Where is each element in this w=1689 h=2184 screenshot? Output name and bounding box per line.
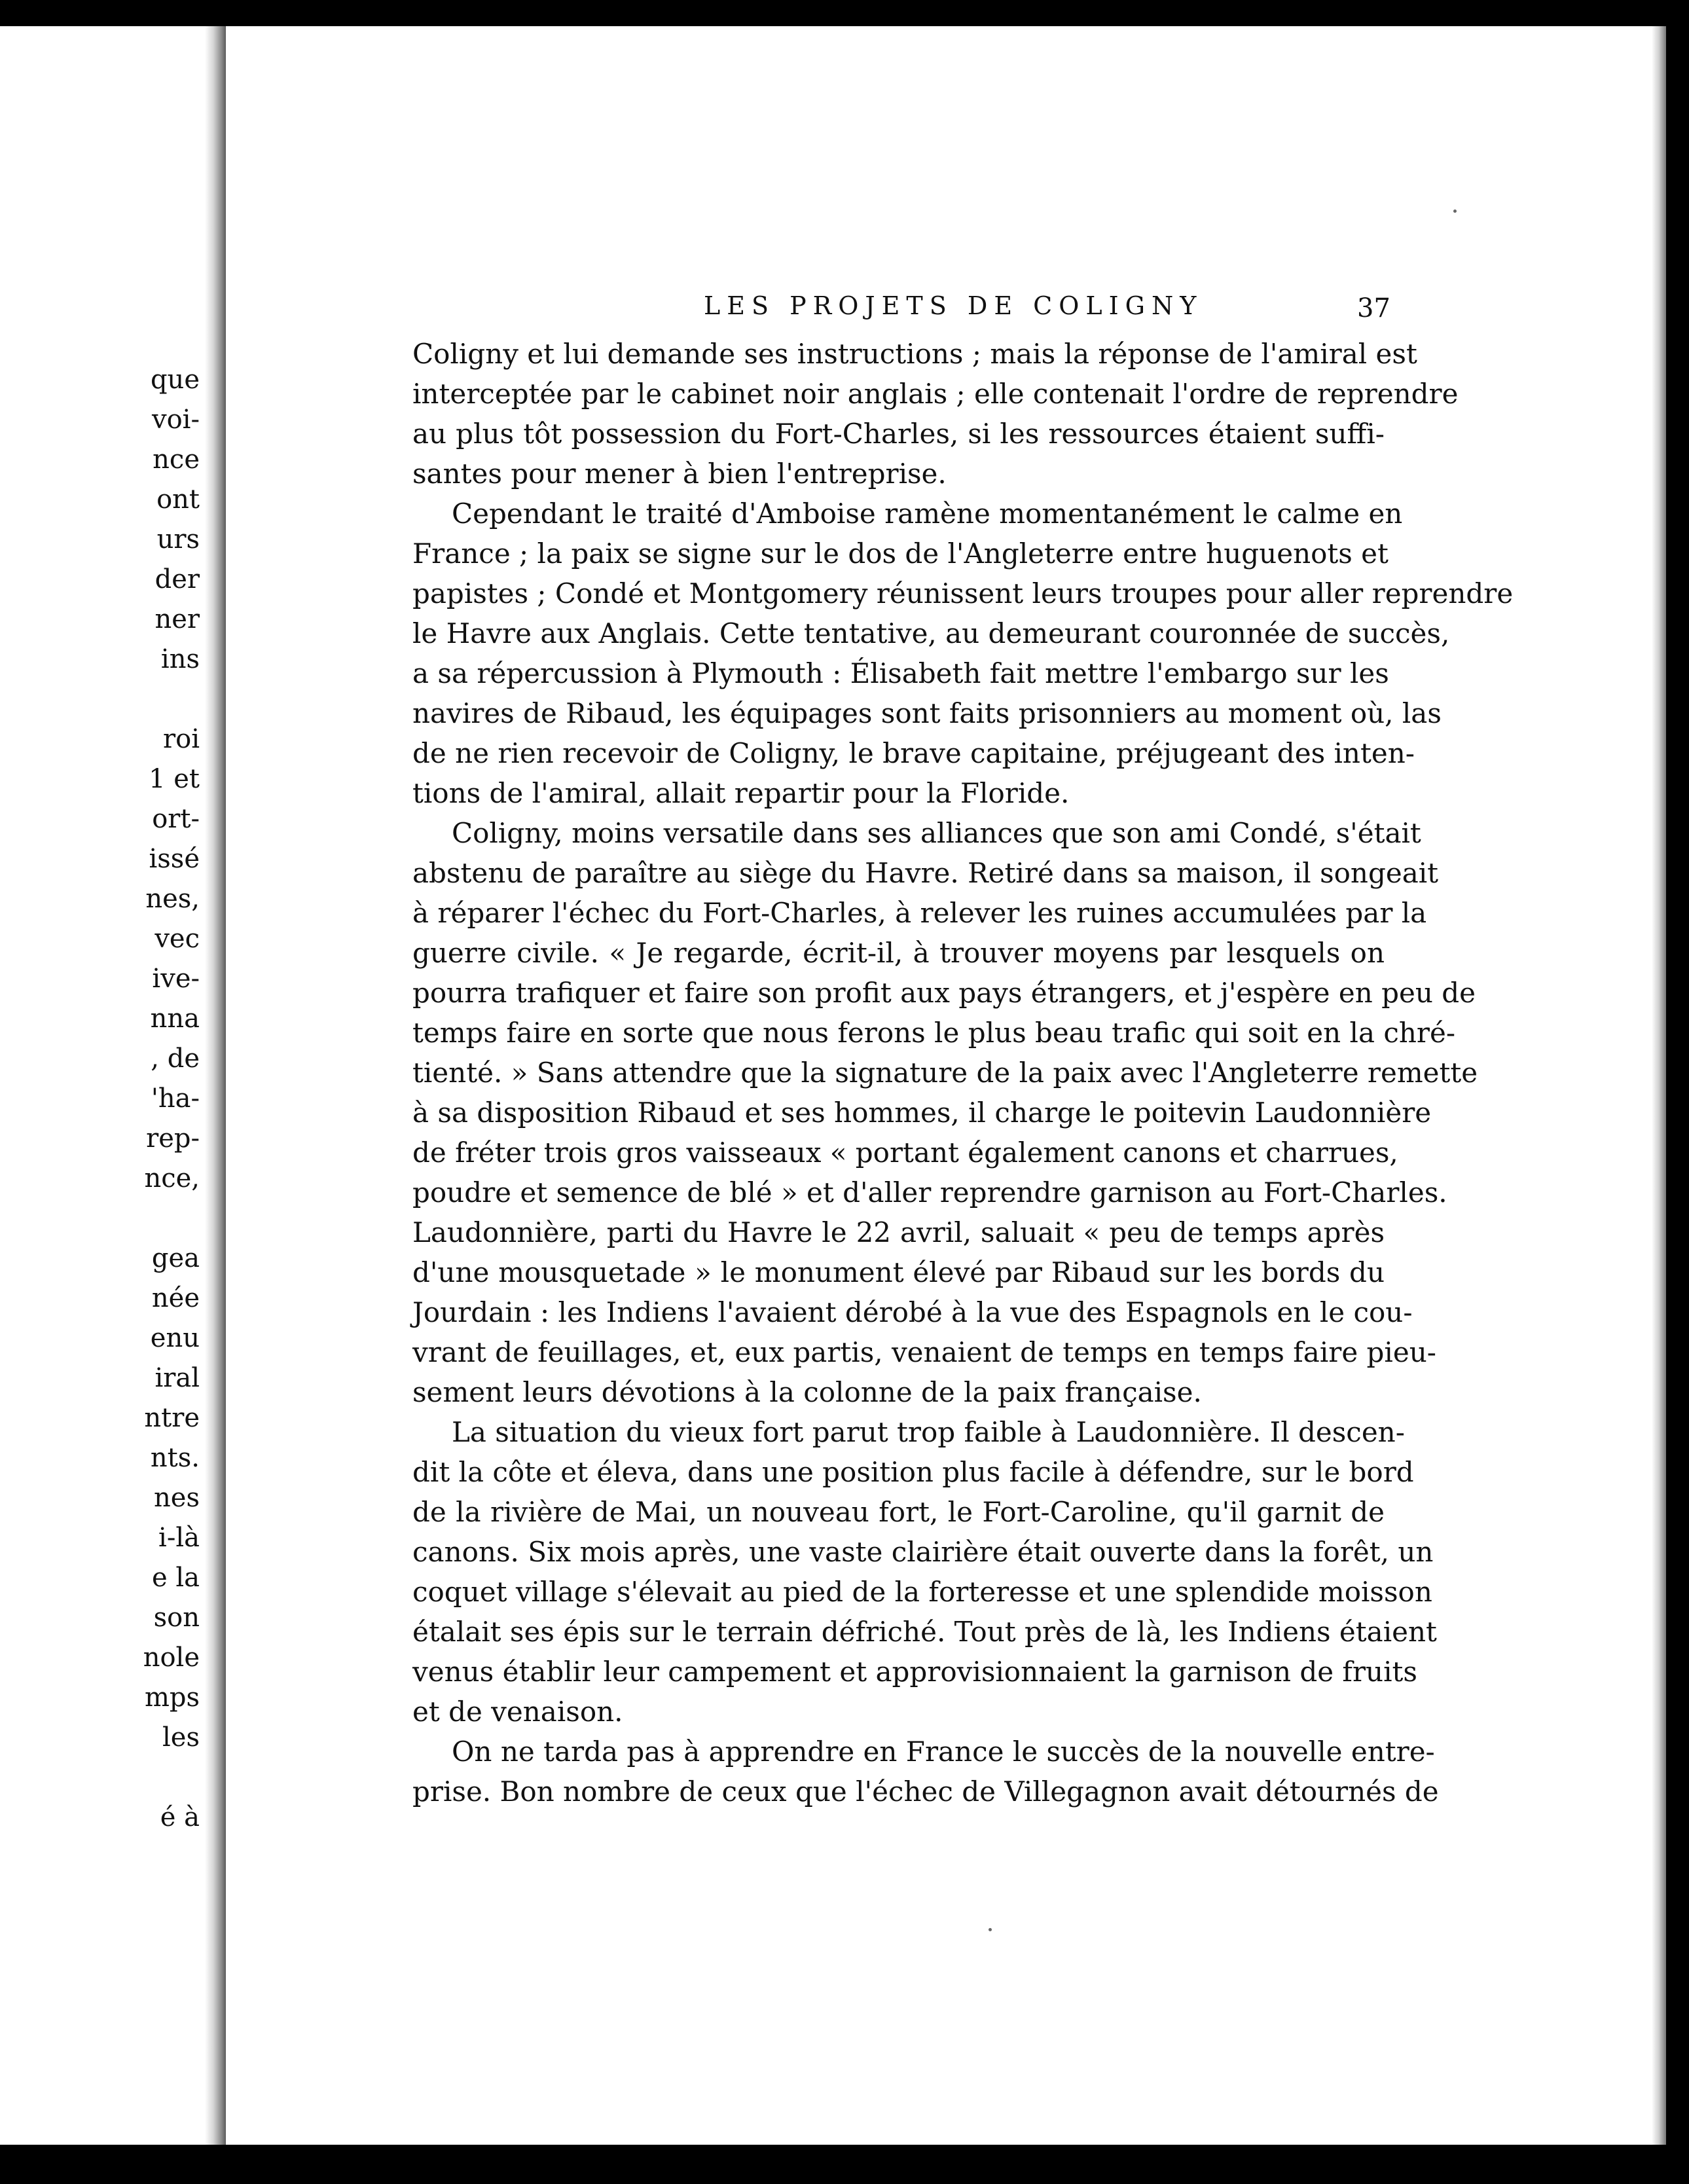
previous-page-line: iral — [154, 1363, 200, 1393]
text-line: temps faire en sorte que nous ferons le plus beau trafic qui soit en la chré- — [412, 1017, 1456, 1049]
running-head: LES PROJETS DE COLIGNY — [704, 291, 1203, 320]
previous-page-line: ins — [160, 644, 200, 674]
text-line: France ; la paix se signe sur le dos de l'Angleterre entre huguenots et — [412, 537, 1389, 570]
text-line: abstenu de paraître au siège du Havre. Retiré dans sa maison, il songeait — [412, 857, 1439, 889]
text-line: coquet village s'élevait au pied de la forteresse et une splendide moisson — [412, 1576, 1432, 1608]
text-line: venus établir leur campement et approvisionnaient la garnison de fruits — [412, 1656, 1417, 1688]
previous-page-line — [143, 1758, 200, 1798]
text-line: au plus tôt possession du Fort-Charles, si les ressources étaient suffi- — [412, 418, 1385, 450]
previous-page-line: nes — [154, 1483, 200, 1513]
text-line: Coligny et lui demande ses instructions ; mais la réponse de l'amiral est — [412, 338, 1417, 370]
previous-page-line: nce, — [144, 1163, 200, 1193]
previous-page-line: vec — [154, 924, 200, 954]
previous-page-line: 'ha- — [151, 1083, 200, 1114]
text-line: Laudonnière, parti du Havre le 22 avril, saluait « peu de temps après — [412, 1216, 1385, 1248]
previous-page-line — [143, 680, 200, 719]
text-line: poudre et semence de blé » et d'aller reprendre garnison au Fort-Charles. — [412, 1176, 1447, 1209]
previous-page-line: ntre — [144, 1403, 200, 1433]
paper-speck — [1453, 209, 1457, 213]
text-line: tienté. » Sans attendre que la signature de la paix avec l'Angleterre remette — [412, 1057, 1478, 1089]
text-line: à réparer l'échec du Fort-Charles, à relever les ruines accumulées par la — [412, 897, 1427, 929]
previous-page-line: der — [154, 564, 200, 594]
previous-page-line: nole — [143, 1643, 200, 1673]
text-line: canons. Six mois après, une vaste clairière était ouverte dans la forêt, un — [412, 1536, 1434, 1568]
previous-page-line: les — [162, 1722, 200, 1753]
previous-page-line: mps — [144, 1683, 200, 1713]
previous-page-line: son — [153, 1603, 200, 1633]
text-line: On ne tarda pas à apprendre en France le succès de la nouvelle entre- — [452, 1736, 1435, 1768]
previous-page-line: ont — [156, 484, 200, 515]
previous-page-line: é à — [160, 1802, 200, 1832]
previous-page-line: i-là — [158, 1523, 200, 1553]
book-page — [226, 26, 1666, 2145]
text-line: pourra trafiquer et faire son profit aux pays étrangers, et j'espère en peu de — [412, 977, 1476, 1009]
text-line: le Havre aux Anglais. Cette tentative, au demeurant couronnée de succès, — [412, 617, 1450, 649]
page-number: 37 — [1357, 293, 1390, 323]
previous-page-line: née — [151, 1283, 200, 1313]
text-line: sement leurs dévotions à la colonne de la paix française. — [412, 1376, 1202, 1408]
text-line: de ne rien recevoir de Coligny, le brave capitaine, préjugeant des inten- — [412, 737, 1415, 769]
text-line: La situation du vieux fort parut trop faible à Laudonnière. Il descen- — [452, 1416, 1405, 1448]
previous-page-line: rep- — [146, 1123, 200, 1154]
text-line: papistes ; Condé et Montgomery réunissent leurs troupes pour aller reprendre — [412, 577, 1514, 610]
text-line: guerre civile. « Je regarde, écrit-il, à trouver moyens par lesquels on — [412, 937, 1385, 969]
previous-page-line: ort- — [152, 804, 200, 834]
text-line: Jourdain : les Indiens l'avaient dérobé à la vue des Espagnols en le cou- — [412, 1296, 1413, 1328]
text-line: navires de Ribaud, les équipages sont faits prisonniers au moment où, las — [412, 697, 1442, 729]
previous-page-line: nes, — [145, 884, 200, 914]
previous-page — [0, 26, 226, 2145]
text-line: étalait ses épis sur le terrain défriché. Tout près de là, les Indiens étaient — [412, 1616, 1437, 1648]
text-line: et de venaison. — [412, 1696, 623, 1728]
body-text — [412, 334, 1514, 1811]
previous-page-line: 1 et — [149, 764, 200, 794]
text-line: prise. Bon nombre de ceux que l'échec de Villegagnon avait détournés de — [412, 1775, 1439, 1808]
previous-page-line — [143, 1199, 200, 1239]
page-edge-shadow — [1652, 26, 1666, 2145]
text-line: de fréter trois gros vaisseaux « portant également canons et charrues, — [412, 1137, 1398, 1169]
text-line: Cependant le traité d'Amboise ramène momentanément le calme en — [452, 498, 1403, 530]
previous-page-line: nce — [153, 445, 200, 475]
book-gutter — [205, 26, 226, 2145]
previous-page-line: roi — [163, 724, 200, 754]
previous-page-line: e la — [151, 1563, 200, 1593]
text-line: santes pour mener à bien l'entreprise. — [412, 458, 947, 490]
previous-page-line: issé — [149, 844, 200, 874]
previous-page-line: gea — [151, 1243, 200, 1273]
text-line: interceptée par le cabinet noir anglais ; elle contenait l'ordre de reprendre — [412, 378, 1459, 410]
previous-page-line: que — [150, 365, 200, 395]
text-line: vrant de feuillages, et, eux partis, venaient de temps en temps faire pieu- — [412, 1336, 1436, 1368]
previous-page-text — [143, 360, 200, 1838]
previous-page-line: nts. — [150, 1443, 200, 1473]
text-line: Coligny, moins versatile dans ses alliances que son ami Condé, s'était — [452, 817, 1421, 849]
previous-page-line: voi- — [152, 405, 200, 435]
previous-page-line: ner — [154, 604, 200, 634]
text-line: de la rivière de Mai, un nouveau fort, le Fort-Caroline, qu'il garnit de — [412, 1496, 1385, 1528]
previous-page-line: nna — [150, 1004, 200, 1034]
previous-page-line: , de — [151, 1044, 200, 1074]
text-line: dit la côte et éleva, dans une position plus facile à défendre, sur le bord — [412, 1456, 1414, 1488]
text-line: d'une mousquetade » le monument élevé par Ribaud sur les bords du — [412, 1256, 1385, 1288]
previous-page-line: enu — [150, 1323, 200, 1353]
previous-page-line: ive- — [152, 964, 200, 994]
text-line: tions de l'amiral, allait repartir pour la Floride. — [412, 777, 1070, 809]
text-line: à sa disposition Ribaud et ses hommes, il charge le poitevin Laudonnière — [412, 1097, 1432, 1129]
previous-page-line: urs — [156, 524, 200, 555]
text-line: a sa répercussion à Plymouth : Élisabeth fait mettre l'embargo sur les — [412, 657, 1389, 689]
paper-speck — [989, 1928, 992, 1931]
